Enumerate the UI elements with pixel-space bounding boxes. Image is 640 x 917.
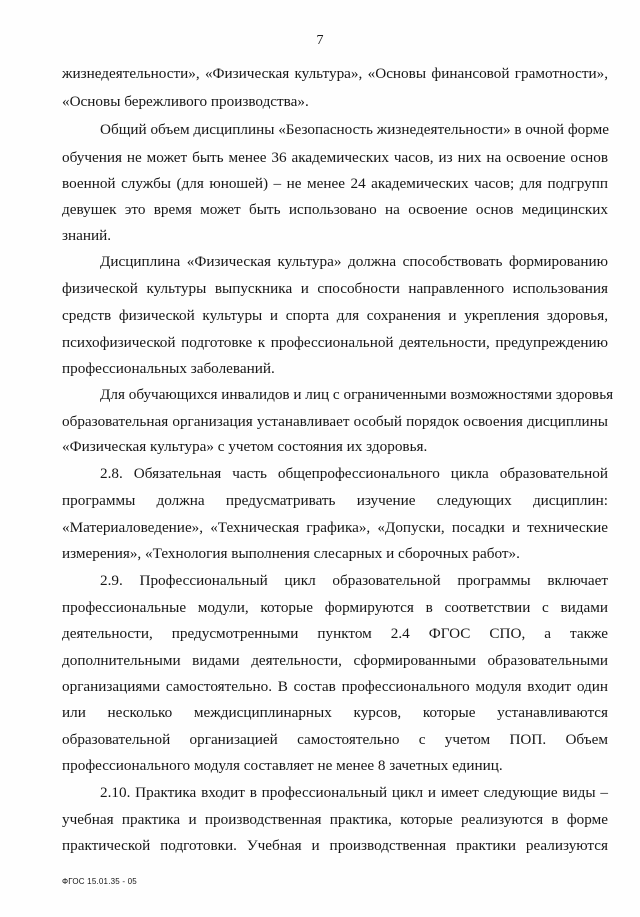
text-line: «Физическая культура» с учетом состояния их здоровья. xyxy=(62,438,428,455)
text-line: военной службы (для юношей) – не менее 24 академических часов; для подгрупп xyxy=(62,175,608,192)
paragraph-first-line: 2.9. Профессиональный цикл образовательной программы включает xyxy=(100,572,608,589)
text-line: жизнедеятельности», «Физическая культура», «Основы финансовой грамотности», xyxy=(62,65,608,82)
text-line: образовательная организация устанавливает особый порядок освоения дисциплины xyxy=(62,413,608,430)
text-line: образовательной организацией самостоятельно с учетом ПОП. Объем xyxy=(62,731,608,748)
text-line: программы должна предусматривать изучение следующих дисциплин: xyxy=(62,492,608,509)
paragraph-first-line: Общий объем дисциплины «Безопасность жизнедеятельности» в очной форме xyxy=(100,121,609,138)
text-line: средств физической культуры и спорта для сохранения и укрепления здоровья, xyxy=(62,307,608,324)
text-line: организациями самостоятельно. В состав профессионального модуля входит один xyxy=(62,678,608,695)
text-line: профессионального модуля составляет не менее 8 зачетных единиц. xyxy=(62,757,503,774)
text-line: «Основы бережливого производства». xyxy=(62,93,309,110)
document-footer-code: ФГОС 15.01.35 - 05 xyxy=(62,877,137,886)
page-number: 7 xyxy=(316,33,324,48)
text-line: дополнительными видами деятельности, сформированными образовательными xyxy=(62,652,608,669)
text-line: «Материаловедение», «Техническая графика», «Допуски, посадки и технические xyxy=(62,519,608,536)
text-line: деятельности, предусмотренными пунктом 2.4 ФГОС СПО, а также xyxy=(62,625,608,642)
text-line: психофизической подготовке к профессиональной деятельности, предупреждению xyxy=(62,334,608,351)
paragraph-first-line: Для обучающихся инвалидов и лиц с ограниченными возможностями здоровья xyxy=(100,386,614,403)
paragraph-first-line: 2.8. Обязательная часть общепрофессионального цикла образовательной xyxy=(100,465,608,482)
text-line: или несколько междисциплинарных курсов, которые устанавливаются xyxy=(62,704,608,721)
text-line: измерения», «Технология выполнения слесарных и сборочных работ». xyxy=(62,545,520,562)
text-line: обучения не может быть менее 36 академических часов, из них на освоение основ xyxy=(62,149,608,166)
text-line: профессиональные модули, которые формируются в соответствии с видами xyxy=(62,599,608,616)
text-line: девушек это время может быть использовано на освоение основ медицинских xyxy=(62,201,608,218)
text-line: профессиональных заболеваний. xyxy=(62,360,275,377)
text-line: знаний. xyxy=(62,227,112,244)
paragraph-first-line: 2.10. Практика входит в профессиональный цикл и имеет следующие виды – xyxy=(100,784,608,801)
text-line: физической культуры выпускника и способности направленного использования xyxy=(62,280,608,297)
paragraph-first-line: Дисциплина «Физическая культура» должна способствовать формированию xyxy=(100,253,608,270)
text-line: учебная практика и производственная практика, которые реализуются в форме xyxy=(62,811,608,828)
text-line: практической подготовки. Учебная и производственная практики реализуются xyxy=(62,837,608,854)
